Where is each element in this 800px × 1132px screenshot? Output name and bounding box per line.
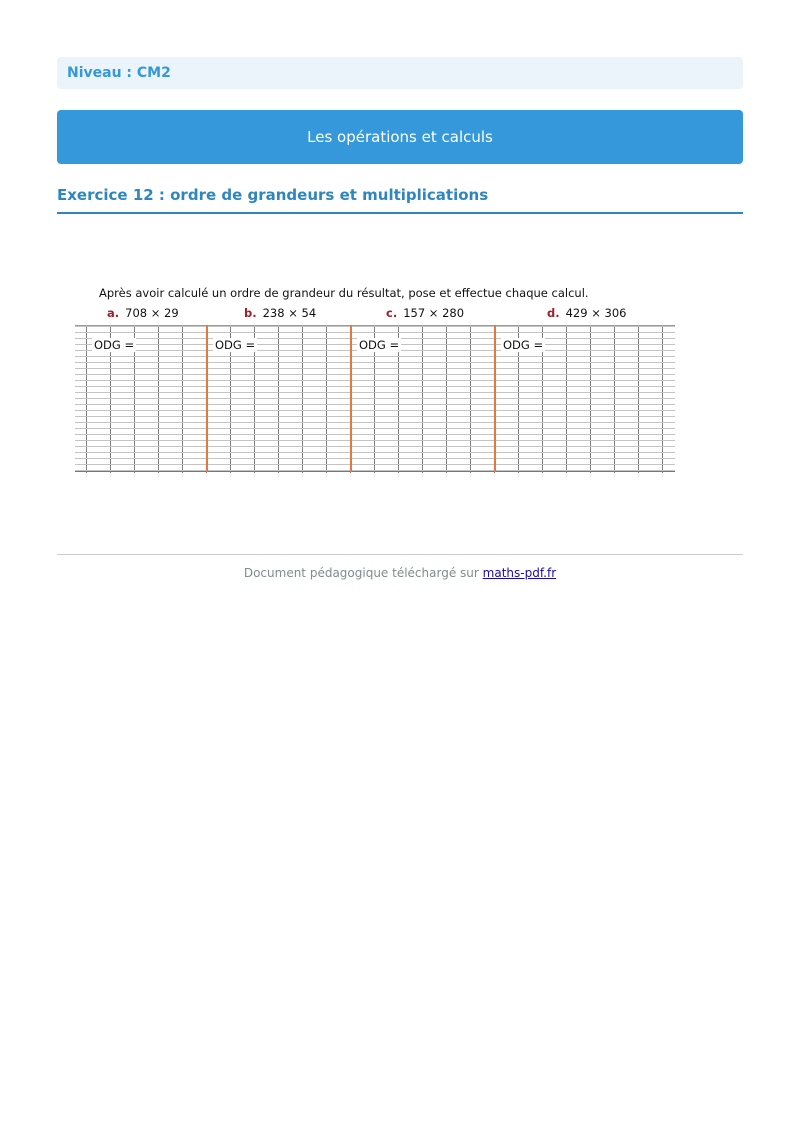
topic-banner: Les opérations et calculs (57, 110, 743, 164)
operation-letter: a. (107, 306, 120, 320)
operation-b (244, 306, 316, 320)
operation-expression: 157 × 280 (403, 306, 465, 320)
title-divider (57, 212, 743, 214)
operation-letter: c. (386, 306, 398, 320)
footer-divider (57, 554, 743, 555)
column-separator (494, 325, 496, 472)
footer-text: Document pédagogique téléchargé sur (243, 566, 479, 580)
operation-c (386, 306, 464, 320)
operation-expression: 238 × 54 (262, 306, 317, 320)
operation-expression: 708 × 29 (125, 306, 179, 320)
footer (57, 566, 743, 580)
footer-link[interactable]: maths-pdf.fr (482, 566, 557, 580)
operation-d (547, 306, 626, 320)
operation-expression: 429 × 306 (565, 306, 627, 320)
operation-letter: d. (547, 306, 560, 320)
instruction-text: Après avoir calculé un ordre de grandeur du résultat, pose et effectue chaque calcul. (99, 286, 589, 300)
exercise-title: Exercice 12 : ordre de grandeurs et multiplications (57, 186, 489, 204)
column-separator (206, 325, 208, 472)
odg-label-b: ODG = (215, 338, 256, 352)
level-badge: Niveau : CM2 (57, 57, 743, 89)
odg-label-d: ODG = (503, 338, 544, 352)
odg-label-a: ODG = (94, 338, 135, 352)
operation-letter: b. (244, 306, 257, 320)
odg-label-c: ODG = (359, 338, 400, 352)
operation-a (107, 306, 179, 320)
column-separator (350, 325, 352, 472)
